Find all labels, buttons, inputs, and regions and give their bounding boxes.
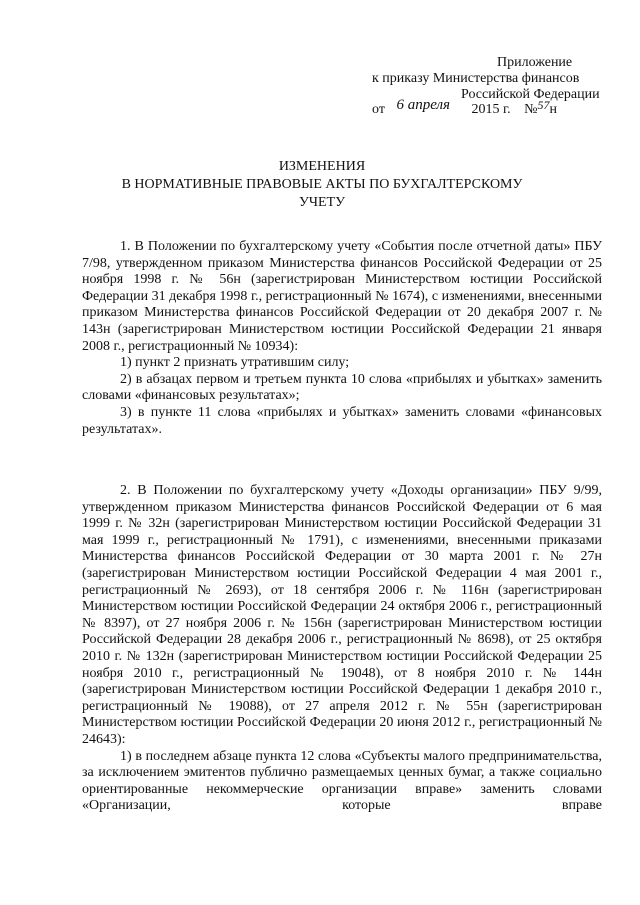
order-year: 2015 г.: [471, 102, 511, 117]
handwritten-date: 6 апреля: [396, 97, 450, 113]
section-1: [82, 239, 602, 438]
title-line-2: В НОРМАТИВНЫЕ ПРАВОВЫЕ АКТЫ ПО БУХГАЛТЕРСКОМУ: [121, 177, 523, 192]
section-2-item-1: 1) в последнем абзаце пункта 12 слова «Субъекты малого предпринимательства, за исключением эмитентов публично размещаемых ценных бумаг, а также социально ориентированные некоммерческие организации вправе» заменить словами «Организации, которые вправе: [82, 748, 602, 814]
section-2-intro: 2. В Положении по бухгалтерскому учету «Доходы организации» ПБУ 9/99, утвержденном приказом Министерства финансов Российской Федерации от 6 мая 1999 г. № 32н (зарегистрирован Министерством юстиции Российской Федерации 31 мая 1999 г., регистрационный № 1791), с изменениями, внесенными приказами Министерства финансов Российской Федерации от 30 марта 2001 г. № 27н (зарегистрирован Министерством юстиции Российской Федерации 4 мая 2001 г., регистрационный № 2693), от 18 сентября 2006 г. № 116н (зарегистрирован Министерством юстиции Российской Федерации 24 октября 2006 г., регистрационный № 8397), от 27 ноября 2006 г. № 156н (зарегистрирован Министерством юстиции Российской Федерации 28 декабря 2006 г., регистрационный № 8698), от 25 октября 2010 г. № 132н (зарегистрирован Министерством юстиции Российской Федерации 25 ноября 2010 г., регистрационный № 19048), от 8 ноября 2010 г. № 144н (зарегистрирован Министерством юстиции Российской Федерации 1 декабря 2010 г., регистрационный № 19088), от 27 апреля 2012 г. № 55н (зарегистрирован Министерством юстиции Российской Федерации 20 июня 2012 г., регистрационный № 24643):: [82, 483, 602, 747]
section-1-item-3: 3) в пункте 11 слова «прибылях и убытках» заменить словами «финансовых результатах».: [82, 404, 602, 437]
number-prefix: №: [524, 102, 538, 117]
section-1-intro: 1. В Положении по бухгалтерскому учету «События после отчетной даты» ПБУ 7/98, утвержденном приказом Министерства финансов Российской Федерации от 25 ноября 1998 г. № 56н (зарегистрирован Министерством юстиции Российской Федерации 31 декабря 1998 г., регистрационный № 1674), с изменениями, внесенными приказом Министерства финансов Российской Федерации от 20 декабря 2007 г. № 143н (зарегистрирован Министерством юстиции Российской Федерации 21 января 2008 г., регистрационный № 10934):: [82, 239, 602, 354]
title-line-1: ИЗМЕНЕНИЯ: [278, 159, 366, 174]
title-line-3: УЧЕТУ: [298, 195, 346, 210]
appendix-label: Приложение: [497, 55, 573, 70]
section-2: [82, 483, 602, 815]
handwritten-number: 57: [537, 98, 550, 112]
order-date-line: [372, 97, 558, 118]
section-1-item-1: 1) пункт 2 признать утратившим силу;: [120, 355, 350, 371]
date-prefix: от: [372, 102, 385, 117]
document-title: [80, 158, 564, 212]
section-1-item-2: 2) в абзацах первом и третьем пункта 10 слова «прибылях и убытках» заменить словами «финансовых результатах»;: [82, 371, 602, 404]
order-reference: к приказу Министерства финансов: [372, 71, 580, 86]
number-suffix: н: [549, 102, 558, 117]
ministry-country: Российской Федерации: [461, 87, 600, 102]
